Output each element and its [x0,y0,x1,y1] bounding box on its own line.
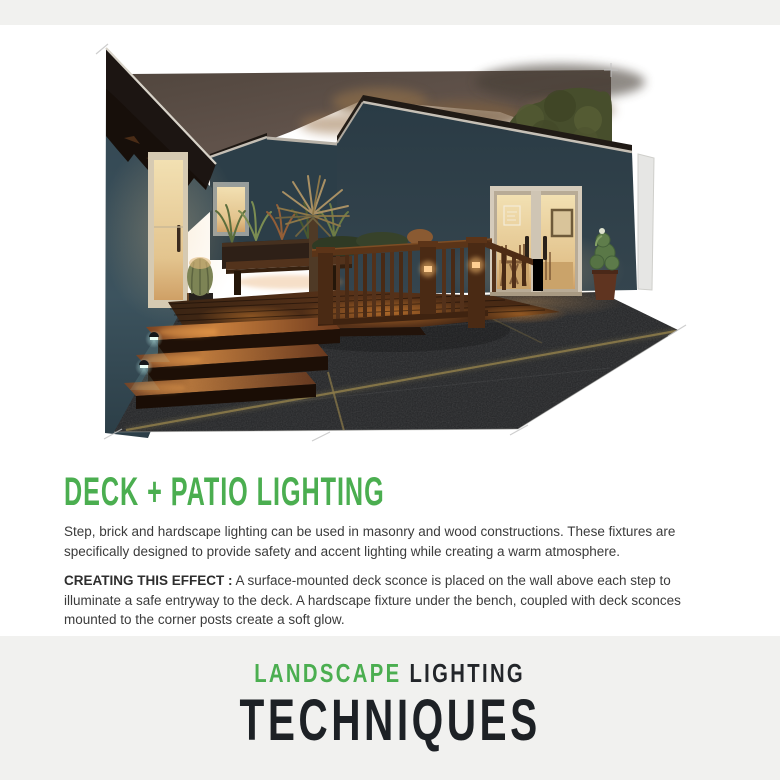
railing-post [468,240,485,328]
footer [0,636,780,780]
interior-picture-frame [552,210,572,236]
brand-word-landscape: LANDSCAPE [254,658,402,688]
step-light [140,365,148,368]
effect-text: A surface-mounted deck sconce is placed on the wall above each step to illuminate a safe entryway to the deck. A hardscape fixture under the bench, coupled with deck sconces mounted to the corner posts create a soft glow. [64,573,681,627]
door-handle [177,225,181,252]
intro-paragraph: Step, brick and hardscape lighting can be used in masonry and wood constructions. These fixtures are specifically designed to provide safety and accent lighting while creating a warm atmosphere. [64,524,676,559]
footer-title-line [0,688,780,762]
section-heading: DECK + PATIO LIGHTING [64,470,385,514]
post-sconce [424,266,432,272]
effect-paragraph [64,571,724,630]
railing-post [420,244,436,314]
post-sconce [472,262,480,268]
article [64,472,724,630]
bench-leg [234,271,241,295]
top-gray-strip [0,0,780,25]
door-handle [543,236,547,260]
railing-post [318,250,333,324]
deck-patio-night-render [90,40,700,460]
cactus-flower [599,228,605,234]
step-light [150,337,158,340]
end-wall-cap [638,154,654,290]
brand-word-lighting: LIGHTING [409,658,526,688]
footer-title: TECHNIQUES [239,688,541,753]
effect-label: CREATING THIS EFFECT : [64,573,233,588]
